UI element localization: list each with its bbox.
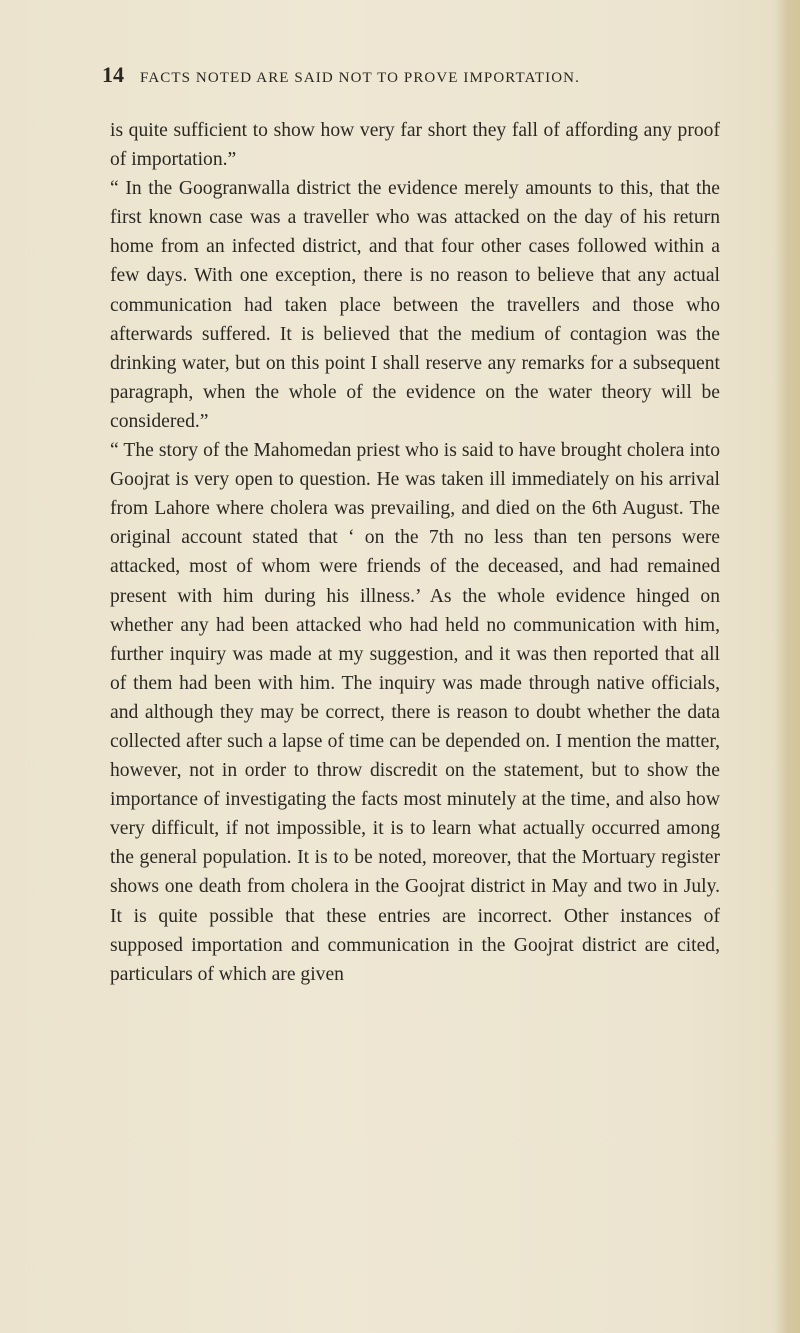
paragraph: “ In the Googranwalla district the evidence merely amounts to this, that the first known case was a traveller who was attacked on the day of his return home from an infected district, and that four other cases followed within a few days. With one exception, there is no reason to believe that any actual communication had taken place between the travellers and those who afterwards suffered. It is believed that the medium of contagion was the drinking water, but on this point I shall reserve any remarks for a subsequent paragraph, when the whole of the evidence on the water theory will be considered.” — [110, 178, 720, 432]
running-head: FACTS NOTED ARE SAID NOT TO PROVE IMPORTATION. — [140, 70, 580, 86]
page-edge-shadow — [774, 0, 800, 1333]
page-number: 14 — [102, 62, 124, 87]
body-text — [110, 116, 720, 989]
paragraph: is quite sufficient to show how very far short they fall of affording any proof of importation.” — [110, 120, 720, 171]
page-header — [102, 62, 722, 86]
paragraph: “ The story of the Mahomedan priest who is said to have brought cholera into Goojrat is very open to question. He was taken ill immediately on his arrival from Lahore where cholera was prevailing, and died on the 6th August. The original account stated that ‘ on the 7th no less than ten persons were attacked, most of whom were friends of the deceased, and had remained present with him during his illness.’ As the whole evidence hinged on whether any had been attacked who had held no communication with him, further inquiry was made at my suggestion, and it was then reported that all of them had been with him. The inquiry was made through native officials, and although they may be correct, there is reason to doubt whether the data collected after such a lapse of time can be depended on. I mention the matter, however, not in order to throw discredit on the statement, but to show the importance of investigating the facts most minutely at the time, and also how very difficult, if not impossible, it is to learn what actually occurred among the general population. It is to be noted, moreover, that the Mortuary register shows one death from cholera in the Goojrat district in May and two in July. It is quite possible that these entries are incorrect. Other instances of supposed importation and communication in the Goojrat district are cited, particulars of which are given — [110, 440, 720, 985]
